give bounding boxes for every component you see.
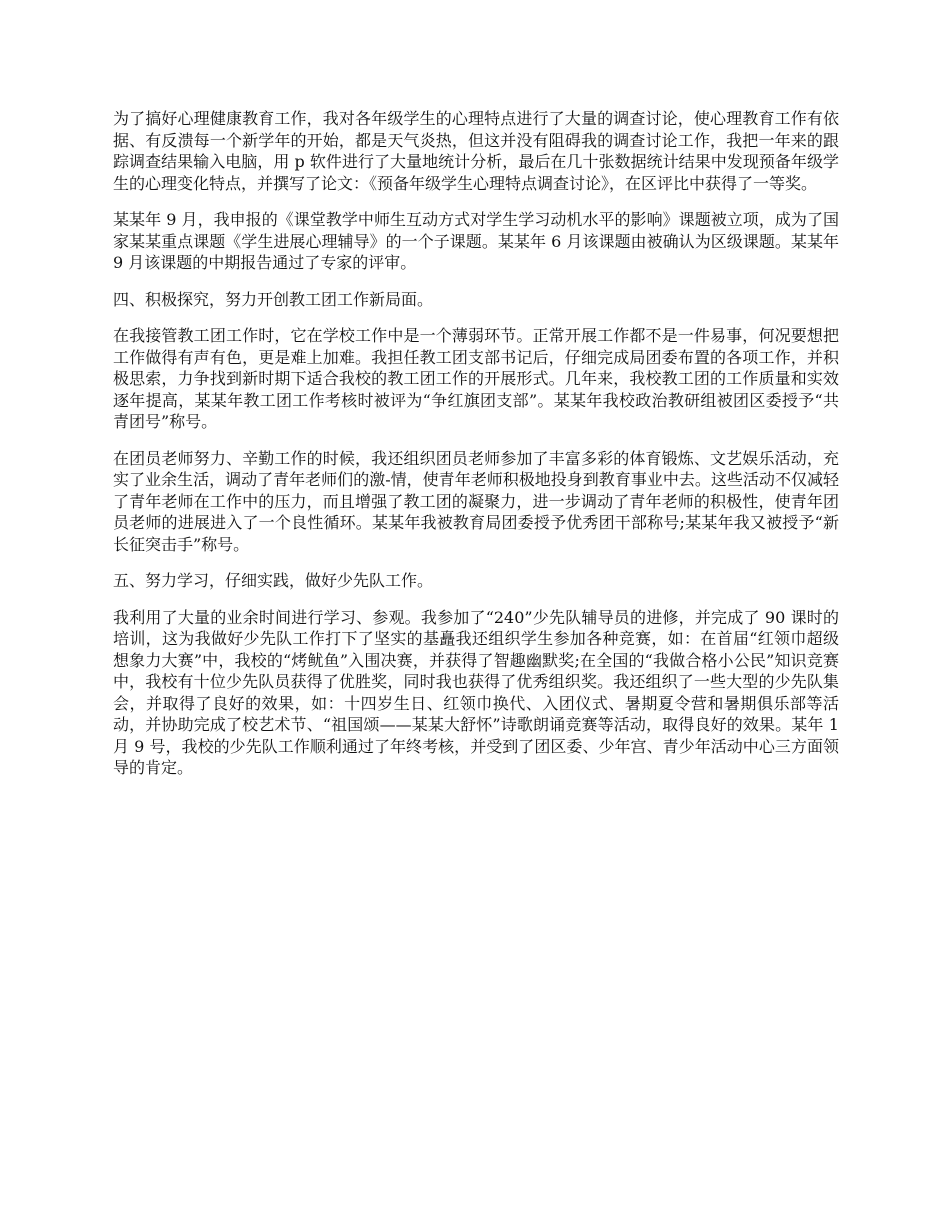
paragraph-psychology-research: 为了搞好心理健康教育工作，我对各年级学生的心理特点进行了大量的调查讨论，使心理教育工作有依据、有反溃每一个新学年的开始，都是天气炎热，但这并没有阻碍我的调查讨论工作，我把一年来的跟踪调查结果输入电脑，用 p 软件进行了大量地统计分析，最后在几十张数据统计结果中发现预备年级学生的心理变化特点，并撰写了论文：《预备年级学生心理特点调查讨论》，在区评比中获得了一等奖。 (113, 109, 839, 193)
document-body (113, 108, 839, 794)
section-heading-five: 五、努力学习，仔细实践，做好少先队工作。 (113, 571, 434, 590)
paragraph-research-project: 某某年 9 月，我申报的《课堂教学中师生互动方式对学生学习动机水平的影响》课题被立项，成为了国家某某重点课题《学生进展心理辅导》的一个子课题。某某年 6 月该课题由被确认为区级课题。某某年 9 月该课题的中期报告通过了专家的评审。 (113, 210, 839, 272)
paragraph-youth-league-work: 在我接管教工团工作时，它在学校工作中是一个薄弱环节。正常开展工作都不是一件易事，何况要想把工作做得有声有色，更是难上加难。我担任教工团支部书记后，仔细完成局团委布置的各项工作，并积极思索，力争找到新时期下适合我校的教工团工作的开展形式。几年来，我校教工团的工作质量和实效逐年提高，某某年教工团工作考核时被评为“争红旗团支部”。某某年我校政治教研组被团区委授予“共青团号”称号。 (113, 326, 839, 431)
paragraph-young-pioneers-work: 我利用了大量的业余时间进行学习、参观。我参加了“240”少先队辅导员的进修，并完成了 90 课时的培训，这为我做好少先队工作打下了坚实的基矗我还组织学生参加各种竞赛，如：在首届“红领巾超级想象力大赛”中，我校的“烤鱿鱼”入围决赛，并获得了智趣幽默奖;在全国的“我做合格小公民”知识竞赛中，我校有十位少先队员获得了优胜奖，同时我也获得了优秀组织奖。我还组织了一些大型的少先队集会，并取得了良好的效果，如：十四岁生日、红领巾换代、入团仪式、暑期夏令营和暑期俱乐部等活动，并协助完成了校艺术节、“祖国颂——某某大舒怀”诗歌朗诵竞赛等活动，取得良好的效果。某年 1 月 9 号，我校的少先队工作顺利通过了年终考核，并受到了团区委、少年宫、青少年活动中心三方面领导的肯定。 (113, 607, 839, 777)
section-heading-four: 四、积极探究，努力开创教工团工作新局面。 (113, 289, 434, 309)
paragraph-league-activities: 在团员老师努力、辛勤工作的时候，我还组织团员老师参加了丰富多彩的体育锻炼、文艺娱乐活动，充实了业余生活，调动了青年老师们的激-情，使青年老师积极地投身到教育事业中去。这些活动不仅减轻了青年老师在工作中的压力，而且增强了教工团的凝聚力，进一步调动了青年老师的积极性，使青年团员老师的进展进入了一个良性循环。某某年我被教育局团委授予优秀团干部称号;某某年我又被授予“新长征突击手”称号。 (113, 448, 839, 554)
